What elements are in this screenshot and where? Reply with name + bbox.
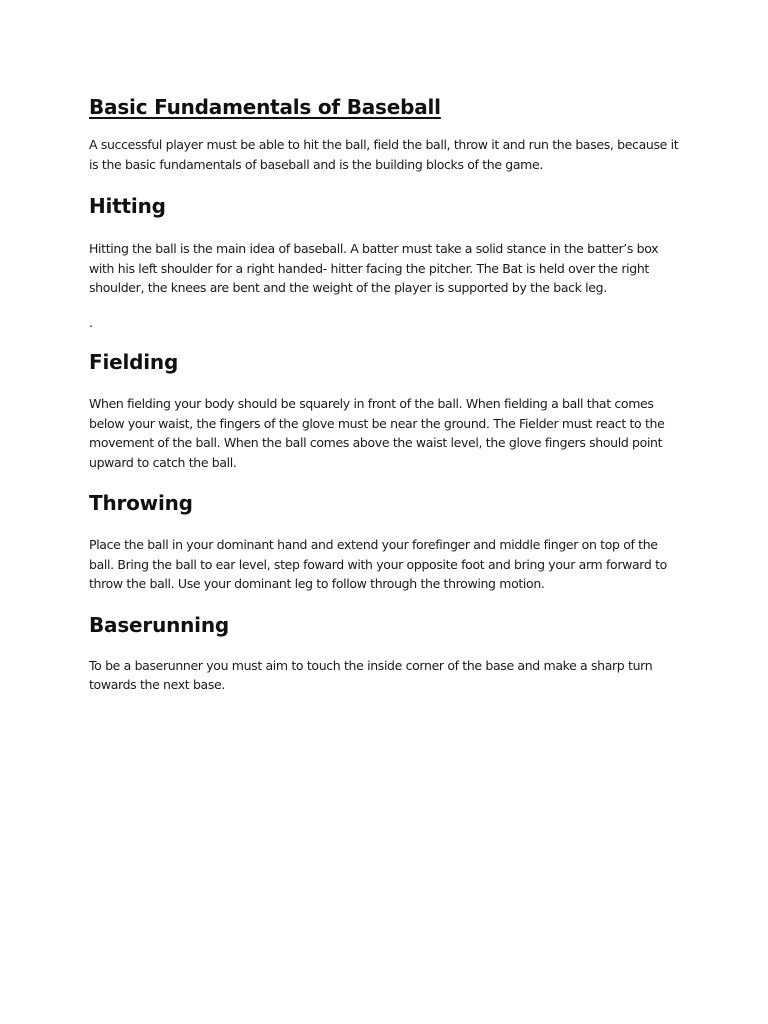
stray-period: . bbox=[89, 314, 93, 330]
document-title: Basic Fundamentals of Baseball bbox=[89, 95, 441, 119]
section-body-throwing: Place the ball in your dominant hand and extend your forefinger and middle finger on top of the ball. Bring the ball to ear level, step foward with your opposite foot and bring your arm forward to throw the ball. Use your dominant leg to follow through the throwing motion. bbox=[89, 537, 667, 591]
section-body-baserunning: To be a baserunner you must aim to touch the inside corner of the base and make a sharp turn towards the next base. bbox=[89, 657, 653, 692]
section-body-fielding: When fielding your body should be squarely in front of the ball. When fielding a ball that comes below your waist, the fingers of the glove must be near the ground. The Fielder must react to the movement of the ball. When the ball comes above the waist level, the glove fingers should point upward to catch the ball. bbox=[89, 396, 665, 470]
intro-paragraph: A successful player must be able to hit the ball, field the ball, throw it and run the bases, because it is the basic fundamentals of baseball and is the building blocks of the game. bbox=[89, 137, 679, 172]
section-heading-fielding: Fielding bbox=[89, 350, 179, 374]
document-content bbox=[89, 92, 679, 695]
section-heading-throwing: Throwing bbox=[89, 491, 193, 515]
section-heading-baserunning: Baserunning bbox=[89, 612, 229, 637]
section-heading-hitting: Hitting bbox=[89, 194, 166, 218]
section-body-hitting: Hitting the ball is the main idea of baseball. A batter must take a solid stance in the batter’s box with his left shoulder for a right handed- hitter facing the pitcher. The Bat is held over the right shoulder, the knees are bent and the weight of the player is supported by the back leg. bbox=[89, 241, 659, 295]
